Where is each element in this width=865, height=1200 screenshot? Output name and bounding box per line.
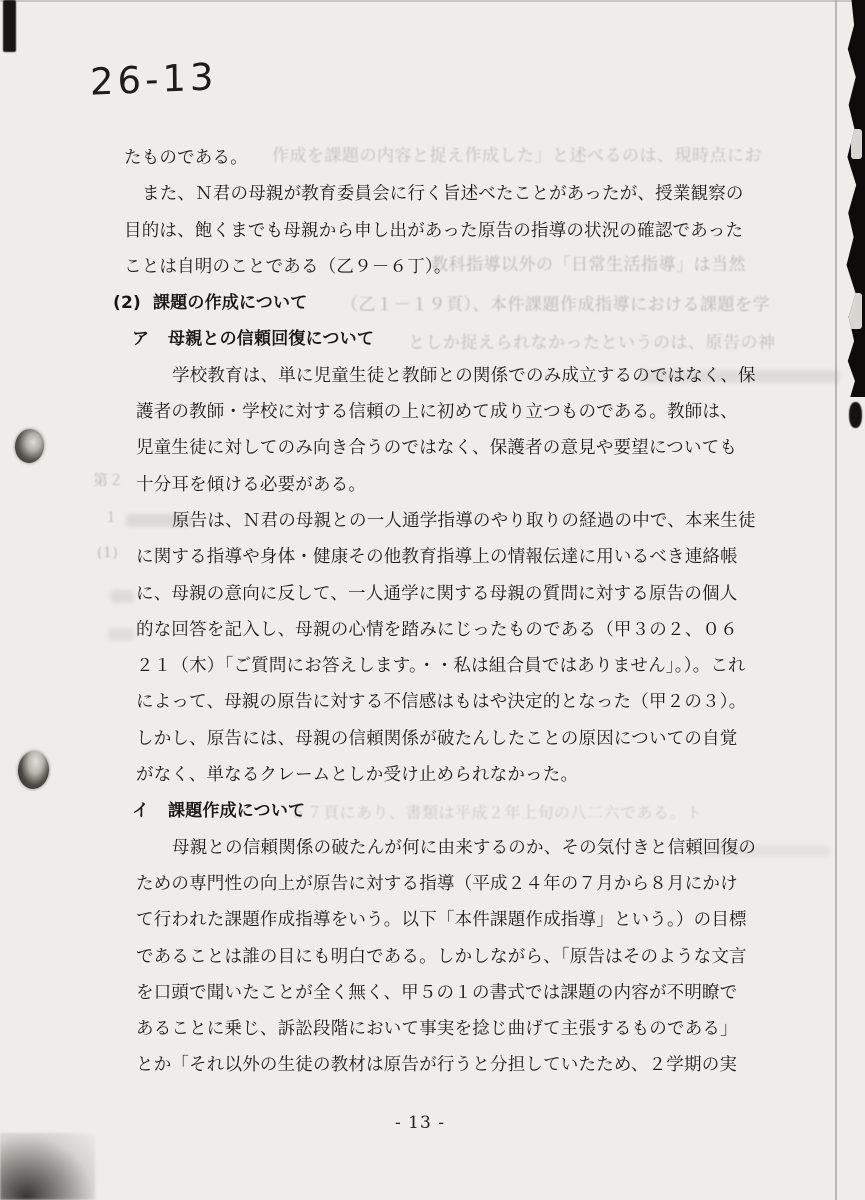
bleedthrough-text: １: [104, 510, 119, 526]
scan-smudge-bottom-left: [0, 1133, 95, 1200]
bleedthrough-text: ５７頁にあり、書類は平成２年上旬の八二六である。ト: [290, 803, 703, 822]
line-text: に関する指導や身体・健康その他教育指導上の情報伝達に用いるべき連絡帳: [136, 547, 738, 568]
line-text: 原告は、Ｎ君の母親との一人通学指導のやり取りの経過の中で、本来生徒: [172, 510, 756, 531]
heading-label: イ: [132, 801, 150, 822]
line-text: 目的は、飽くまでも母親から申し出があった原告の指導の状況の確認であった: [124, 220, 744, 241]
document-body: [95, 140, 815, 1084]
text-line: [95, 866, 815, 902]
line-text: あることに乗じ、訴訟段階において事実を捻じ曲げて主張するものである」: [136, 1019, 738, 1040]
line-text: 十分耳を傾ける必要がある。: [136, 474, 367, 495]
line-text: しかし、原告には、母親の信頼関係が破たんしたことの原因についての自覚: [136, 728, 738, 749]
text-line: [95, 721, 815, 757]
bleedthrough-text: としか捉えられなかったというのは、原告の神: [408, 333, 776, 353]
line-text: とか「それ以外の生徒の教材は原告が行うと分担していたため、２学期の実: [136, 1055, 738, 1076]
text-line: [95, 467, 815, 503]
scan-artifact-gap: [849, 293, 862, 329]
text-line: [95, 576, 815, 612]
text-line: [95, 430, 815, 466]
bleedthrough-text: （乙１－１９頁）、本件課題作成指導における課題を学: [341, 295, 770, 315]
line-text: 課題の作成について: [153, 293, 308, 314]
text-line: [95, 140, 815, 176]
heading-line: [95, 285, 815, 321]
text-line: [95, 939, 815, 975]
bleedthrough-text: 教科指導以外の「日常生活指導」は当然: [431, 255, 746, 275]
text-line: [95, 394, 815, 430]
scan-artifact-gap: [851, 129, 862, 159]
text-line: [95, 830, 815, 866]
text-line: [95, 539, 815, 575]
scan-right-edge-line: [835, 0, 837, 1200]
text-line: [95, 975, 815, 1011]
scan-artifact-right-blob: [849, 402, 862, 428]
binding-edge-shadow: [0, 0, 70, 1200]
text-line: [95, 503, 815, 539]
text-line: [95, 612, 815, 648]
line-text: 護者の教師・学校に対する信頼の上に初めて成り立つものである。教師は、: [136, 402, 738, 423]
line-text: 課題作成について: [168, 801, 306, 822]
text-line: [95, 757, 815, 793]
line-text: また、Ｎ君の母親が教育委員会に行く旨述べたことがあったが、授業観察の: [142, 184, 744, 205]
text-line: [95, 648, 815, 684]
line-text: ための専門性の向上が原告に対する指導（平成２４年の７月から８月にかけ: [136, 873, 738, 894]
heading-line: [95, 321, 815, 357]
line-text: ことは自明のことである（乙９－６丁）。: [124, 256, 452, 277]
line-text: 児童生徒に対してのみ向き合うのではなく、保護者の意見や要望についても: [136, 438, 738, 459]
bleedthrough-text: 第２: [93, 471, 125, 489]
text-line: [95, 358, 815, 394]
line-text: 的な回答を記入し、母親の心情を踏みにじったものである（甲３の２、０６: [136, 619, 738, 640]
line-text: 母親との信頼関係の破たんが何に由来するのか、その気付きと信頼回復の: [172, 837, 757, 858]
scan-artifact-top-left: [3, 0, 16, 52]
heading-label: ア: [132, 329, 150, 350]
text-line: [95, 213, 815, 249]
heading-label: (2): [113, 293, 141, 314]
line-text: であることは誰の目にも明白である。しかしながら、「原告はそのような文言: [136, 946, 747, 967]
bleedthrough-text: (1): [97, 545, 119, 561]
line-text: ２１（木）「ご質問にお答えします。・・私は組合員ではありません」。）。これ: [136, 656, 746, 677]
line-text: によって、母親の原告に対する不信感はもはや決定的となった（甲２の３）。: [136, 692, 747, 713]
text-line: [95, 902, 815, 938]
scan-artifact-right-bar: [844, 0, 865, 397]
line-text: 母親との信頼回復について: [168, 329, 375, 350]
page-number: - 13 -: [395, 1113, 445, 1133]
text-line: [95, 684, 815, 720]
text-line: [95, 1047, 815, 1083]
line-text: がなく、単なるクレームとしか受け止められなかった。: [136, 765, 579, 786]
line-text: を口頭で聞いたことが全く無く、甲５の１の書式では課題の内容が不明瞭で: [136, 982, 738, 1003]
line-text: 学校教育は、単に児童生徒と教師との関係でのみ成立するのではなく、保: [172, 365, 756, 386]
handwritten-page-label: 26-13: [89, 55, 218, 104]
scan-top-edge-line: [0, 0, 865, 2]
text-line: [95, 249, 815, 285]
line-text: て行われた課題作成指導をいう。以下「本件課題作成指導」という。）の目標: [136, 910, 747, 931]
line-text: に、母親の意向に反して、一人通学に関する母親の質問に対する原告の個人: [136, 583, 738, 604]
text-line: [95, 176, 815, 212]
heading-line: [95, 793, 815, 829]
text-line: [95, 1011, 815, 1047]
line-text: たものである。: [124, 148, 248, 168]
bleedthrough-text: 作成を課題の内容と捉え作成した」と述べるのは、現時点にお: [272, 146, 762, 166]
